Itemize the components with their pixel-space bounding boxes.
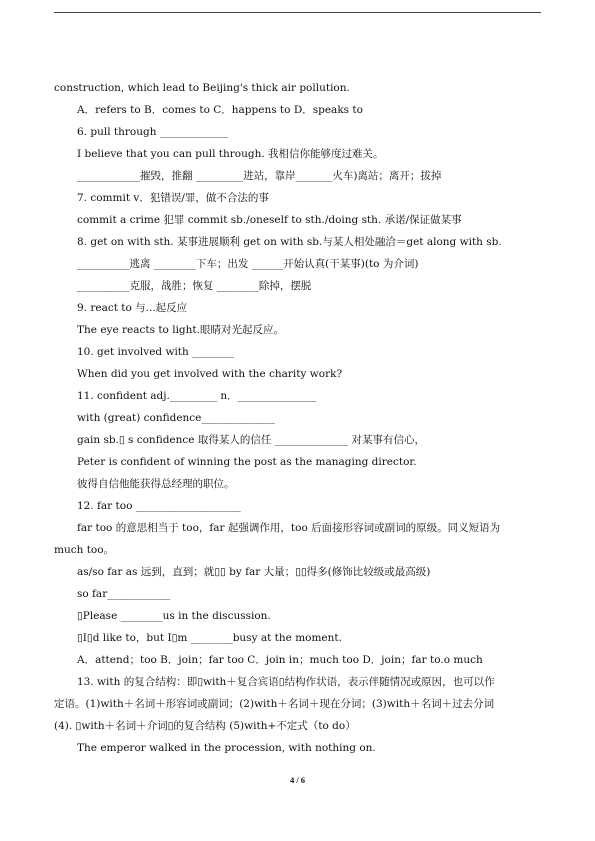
text-line: commit a crime 犯罪 commit sb./oneself to sth./doing sth. 承诺/保证做某事 — [77, 214, 462, 226]
text-line: __________克服，战胜；恢复 ________除掉，摆脱 — [77, 280, 312, 292]
answer-options: A．attend；too B．join；far too C．join in；much too D．join；far to.o much — [77, 654, 483, 666]
section-heading: 12. far too ____________________ — [77, 500, 241, 512]
text-line: 彼得自信他能获得总经理的职位。 — [77, 478, 235, 490]
text-line: gain sb.▯ s confidence 取得某人的信任 ______________ 对某事有信心， — [77, 434, 426, 446]
text-line: with (great) confidence______________ — [77, 412, 275, 424]
section-heading: 7. commit v．犯错误/罪，做不合法的事 — [77, 192, 269, 204]
section-heading: 10. get involved with ________ — [77, 346, 235, 358]
text-line: (4). ▯with＋名词＋介词▯的复合结构 (5)with+不定式（to do） — [54, 720, 356, 732]
page-number: 4 / 6 — [289, 775, 306, 785]
text-line: When did you get involved with the charity work? — [77, 368, 343, 380]
text-line: I believe that you can pull through. 我相信你能够度过难关。 — [77, 148, 384, 160]
section-heading: 8. get on with sth. 某事进展顺利 get on with sb.与某人相处融洽＝get along with sb. — [77, 236, 502, 248]
section-heading: 11. confident adj._________ n．_______________ — [77, 390, 317, 402]
header-rule — [54, 12, 541, 13]
text-line: ▯Please ________us in the discussion. — [77, 610, 271, 622]
text-line: The eye reacts to light.眼睛对光起反应。 — [77, 324, 284, 336]
text-line: much too。 — [54, 544, 115, 556]
text-line: construction, which lead to Beijing's thick air pollution. — [54, 82, 350, 94]
text-line: as/so far as 远到，直到；就▯▯ by far 大量；▯▯得多(修饰比较级或最高级) — [77, 566, 431, 578]
text-line: 定语。(1)with＋名词＋形容词或副词；(2)with＋名词＋现在分词；(3)with＋名词＋过去分词 — [54, 698, 495, 710]
section-heading: 13. with 的复合结构：即▯with＋复合宾语▯结构作状语，表示伴随情况或原因，也可以作 — [77, 676, 495, 688]
text-line: Peter is confident of winning the post as the managing director. — [77, 456, 417, 468]
section-heading: 9. react to 与...起反应 — [77, 302, 188, 314]
text-line: ____________摧毁，推翻 _________进站，靠岸_______火车)离站；离开；拔掉 — [77, 170, 442, 182]
text-line: far too 的意思相当于 too，far 起强调作用，too 后面接形容词或副词的原级。同义短语为 — [77, 522, 501, 534]
text-line: The emperor walked in the procession, with nothing on. — [77, 742, 376, 754]
text-line: so far____________ — [77, 588, 171, 600]
section-heading: 6. pull through _____________ — [77, 126, 229, 138]
text-line: __________逃离 ________下车；出发 ______开始认真(干某事)(to 为介词) — [77, 258, 419, 270]
answer-options: A．refers to B．comes to C．happens to D．speaks to — [77, 104, 363, 116]
text-line: ▯I▯d like to，but I▯m ________busy at the moment. — [77, 632, 342, 644]
